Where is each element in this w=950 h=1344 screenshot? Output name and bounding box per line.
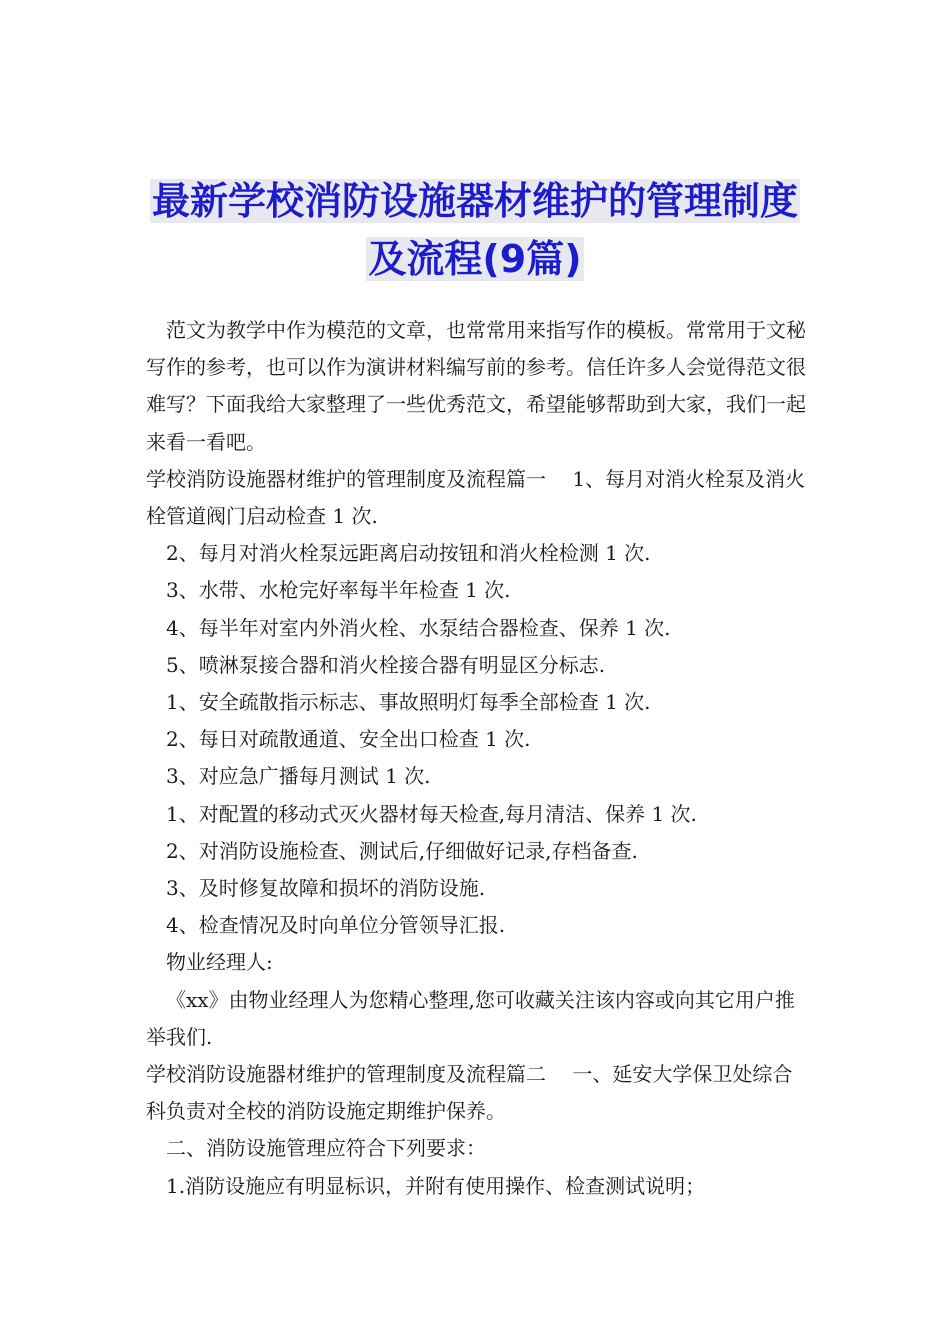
paragraph: 4、检查情况及时向单位分管领导汇报.: [166, 913, 506, 938]
document-body: [146, 312, 810, 1205]
paragraph: 5、喷淋泵接合器和消火栓接合器有明显区分标志.: [166, 652, 606, 677]
paragraph: 二、消防设施管理应符合下列要求：: [166, 1136, 486, 1161]
title-line-1: 最新学校消防设施器材维护的管理制度: [151, 179, 798, 223]
paragraph: 3、对应急广播每月测试 1 次.: [166, 764, 431, 789]
paragraph: 2、对消防设施检查、测试后,仔细做好记录,存档备查.: [166, 838, 638, 863]
paragraph: 1、对配置的移动式灭火器材每天检查,每月清洁、保养 1 次.: [166, 801, 697, 826]
paragraph: 1.消防设施应有明显标识，并附有使用操作、检查测试说明；: [166, 1173, 706, 1198]
paragraph: 1、安全疏散指示标志、事故照明灯每季全部检查 1 次.: [166, 690, 651, 715]
paragraph: 学校消防设施器材维护的管理制度及流程篇二 一、延安大学保卫处综合科负责对全校的消防设施定期维护保养。: [146, 1062, 793, 1124]
title-line-2: 及流程(9篇): [368, 237, 582, 281]
paragraph: 4、每半年对室内外消火栓、水泵结合器检查、保养 1 次.: [166, 615, 671, 640]
paragraph: 物业经理人:: [166, 950, 273, 975]
paragraph: 范文为教学中作为模范的文章，也常常用来指写作的模板。常常用于文秘写作的参考，也可以作为演讲材料编写前的参考。信任许多人会觉得范文很难写？下面我给大家整理了一些优秀范文，希望能够帮助到大家，我们一起来看一看吧。: [146, 318, 806, 454]
paragraph: 学校消防设施器材维护的管理制度及流程篇一 1、每月对消火栓泵及消火栓管道阀门启动检查 1 次.: [146, 466, 806, 529]
paragraph: 《xx》由物业经理人为您精心整理,您可收藏关注该内容或向其它用户推举我们.: [146, 987, 795, 1049]
paragraph: 2、每月对消火栓泵远距离启动按钮和消火栓检测 1 次.: [166, 541, 651, 566]
paragraph: 3、水带、水枪完好率每半年检查 1 次.: [166, 578, 511, 603]
document-title: [0, 172, 950, 288]
paragraph: 3、及时修复故障和损坏的消防设施.: [166, 876, 486, 901]
paragraph: 2、每日对疏散通道、安全出口检查 1 次.: [166, 727, 531, 752]
